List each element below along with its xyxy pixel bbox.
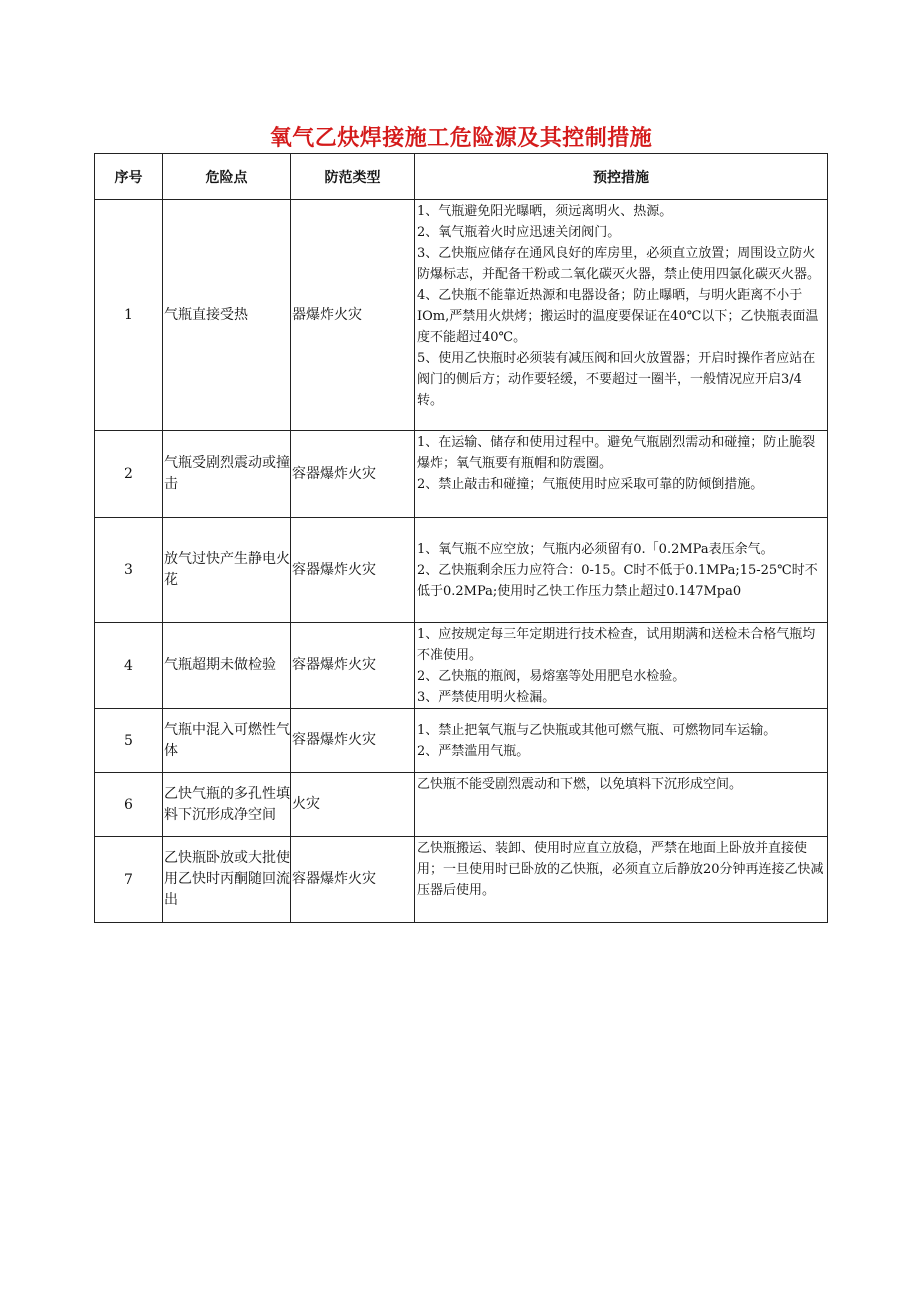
row-control-measures (415, 518, 828, 623)
row-prevention-type: 器爆炸火灾 (291, 200, 415, 431)
row-prevention-type: 火灾 (291, 773, 415, 837)
measure-item: 4、乙快瓶不能靠近热源和电器设备；防止曝晒，与明火距离不小于IOm,严禁用火烘烤；搬运时的温度要保证在40℃以下；乙快瓶表面温度不能超过40℃。 (417, 288, 819, 345)
table-row (95, 623, 828, 709)
header-serial-no: 序号 (95, 154, 163, 200)
table-header-row (95, 154, 828, 200)
row-serial-no: 4 (95, 623, 163, 709)
header-prevention-type: 防范类型 (291, 154, 415, 200)
row-hazard-point: 乙快瓶卧放或大批使用乙快时丙酮随回流出 (163, 837, 291, 923)
row-hazard-point: 气瓶受剧烈震动或撞击 (163, 431, 291, 518)
table-row (95, 773, 828, 837)
row-control-measures (415, 431, 828, 518)
row-prevention-type: 容器爆炸火灾 (291, 623, 415, 709)
measure-item: 2、氧气瓶着火时应迅速关闭阀门。 (417, 225, 621, 240)
measure-item: 1、在运输、储存和使用过程中。避免气瓶剧烈需动和碰撞；防止脆裂爆炸；氧气瓶要有瓶帽和防震圈。 (417, 435, 816, 471)
row-serial-no: 6 (95, 773, 163, 837)
row-hazard-point: 气瓶直接受热 (163, 200, 291, 431)
row-serial-no: 1 (95, 200, 163, 431)
row-serial-no: 3 (95, 518, 163, 623)
row-serial-no: 2 (95, 431, 163, 518)
row-control-measures (415, 623, 828, 709)
measure-item: 2、严禁滥用气瓶。 (417, 744, 530, 759)
measure-item: 乙快瓶搬运、装卸、使用时应直立放稳，严禁在地面上卧放并直接使用；一旦使用时已卧放的乙快瓶，必须直立后静放20分钟再连接乙快减压器后使用。 (417, 841, 824, 898)
measure-item: 1、应按规定每三年定期进行技术检查，试用期满和送检未合格气瓶均不准使用。 (417, 627, 816, 663)
row-prevention-type: 容器爆炸火灾 (291, 518, 415, 623)
document-title: 氧气乙炔焊接施工危险源及其控制措施 (269, 126, 653, 151)
measure-item: 1、氧气瓶不应空放；气瓶内必须留有0.「0.2MPa表压余气。 (417, 542, 774, 557)
table-row (95, 518, 828, 623)
table-row (95, 431, 828, 518)
header-hazard-point: 危险点 (163, 154, 291, 200)
measure-item: 2、乙快瓶剩余压力应符合：0-15。C时不低于0.1MPa;15-25℃时不低于0.2MPa;使用时乙快工作压力禁止超过0.147Mpa0 (417, 563, 818, 599)
row-control-measures (415, 773, 828, 837)
row-prevention-type: 容器爆炸火灾 (291, 431, 415, 518)
row-serial-no: 5 (95, 709, 163, 773)
measure-item: 3、严禁使用明火检漏。 (417, 690, 556, 705)
measure-item: 2、乙快瓶的瓶阀，易熔塞等处用肥皂水检验。 (417, 669, 686, 684)
table-row (95, 837, 828, 923)
measure-item: 2、禁止敲击和碰撞；气瓶使用时应采取可靠的防倾倒措施。 (417, 477, 764, 492)
hazard-control-table (94, 153, 828, 923)
row-prevention-type: 容器爆炸火灾 (291, 837, 415, 923)
row-hazard-point: 放气过快产生静电火花 (163, 518, 291, 623)
measure-item: 3、乙快瓶应储存在通风良好的库房里，必须直立放置；周围设立防火防爆标志，并配备干粉或二氧化碳灭火器，禁止使用四氯化碳灭火器。 (417, 246, 821, 282)
row-control-measures (415, 200, 828, 431)
row-control-measures (415, 709, 828, 773)
measure-item: 5、使用乙快瓶时必须装有减压阀和回火放置器；开启时操作者应站在阀门的侧后方；动作要轻缓，不要超过一圈半，一般情况应开启3/4转。 (417, 351, 816, 408)
measure-item: 1、气瓶避免阳光曝晒，须远离明火、热源。 (417, 204, 673, 219)
row-prevention-type: 容器爆炸火灾 (291, 709, 415, 773)
measure-item: 1、禁止把氧气瓶与乙快瓶或其他可燃气瓶、可燃物同车运输。 (417, 723, 777, 738)
measure-item: 乙快瓶不能受剧烈震动和下燃，以免填料下沉形成空间。 (417, 777, 743, 792)
table-row (95, 709, 828, 773)
row-hazard-point: 气瓶中混入可燃性气体 (163, 709, 291, 773)
row-hazard-point: 乙快气瓶的多孔性填料下沉形成净空间 (163, 773, 291, 837)
table-row (95, 200, 828, 431)
row-serial-no: 7 (95, 837, 163, 923)
row-hazard-point: 气瓶超期未做检验 (163, 623, 291, 709)
row-control-measures (415, 837, 828, 923)
header-control-measures: 预控措施 (415, 154, 828, 200)
